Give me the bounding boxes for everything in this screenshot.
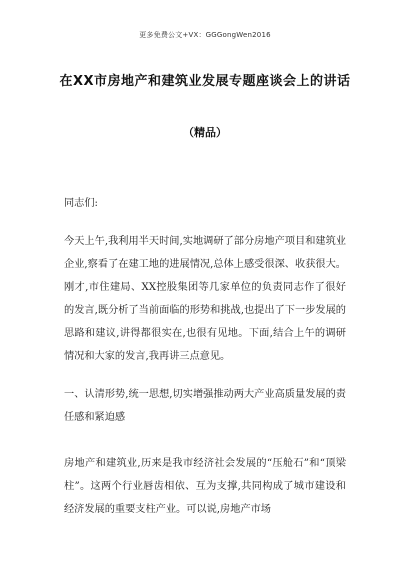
document-title: 在XX市房地产和建筑业发展专题座谈会上的讲话 [59, 74, 351, 89]
salutation: 同志们: [64, 198, 98, 209]
section-heading-1: 一、认清形势,统一思想,切实增强推动两大产业高质量发展的责任感和紧迫感 [64, 389, 346, 423]
paragraph-section-1: 房地产和建筑业,历来是我市经济社会发展的“压舱石”和“顶梁柱”。这两个行业唇齿相依、互为支撑,共同构成了城市建设和经济发展的重要支柱产业。可以说,房地产市场 [64, 458, 346, 515]
paragraph-intro: 今天上午,我利用半天时间,实地调研了部分房地产项目和建筑业企业,察看了在建工地的进展情况,总体上感受很深、收获很大。刚才,市住建局、XX控股集团等几家单位的负责同志作了很好的发言,既分析了当前面临的形势和挑战,也提出了下一步发展的思路和建议,讲得都很实在,也很有见地。下面,结合上午的调研情况和大家的发言,我再讲三点意见。 [64, 236, 346, 362]
document-subtitle: （精品） [183, 126, 227, 139]
header-note: 更多免费公文+VX：GGGongWen2016 [139, 31, 271, 39]
